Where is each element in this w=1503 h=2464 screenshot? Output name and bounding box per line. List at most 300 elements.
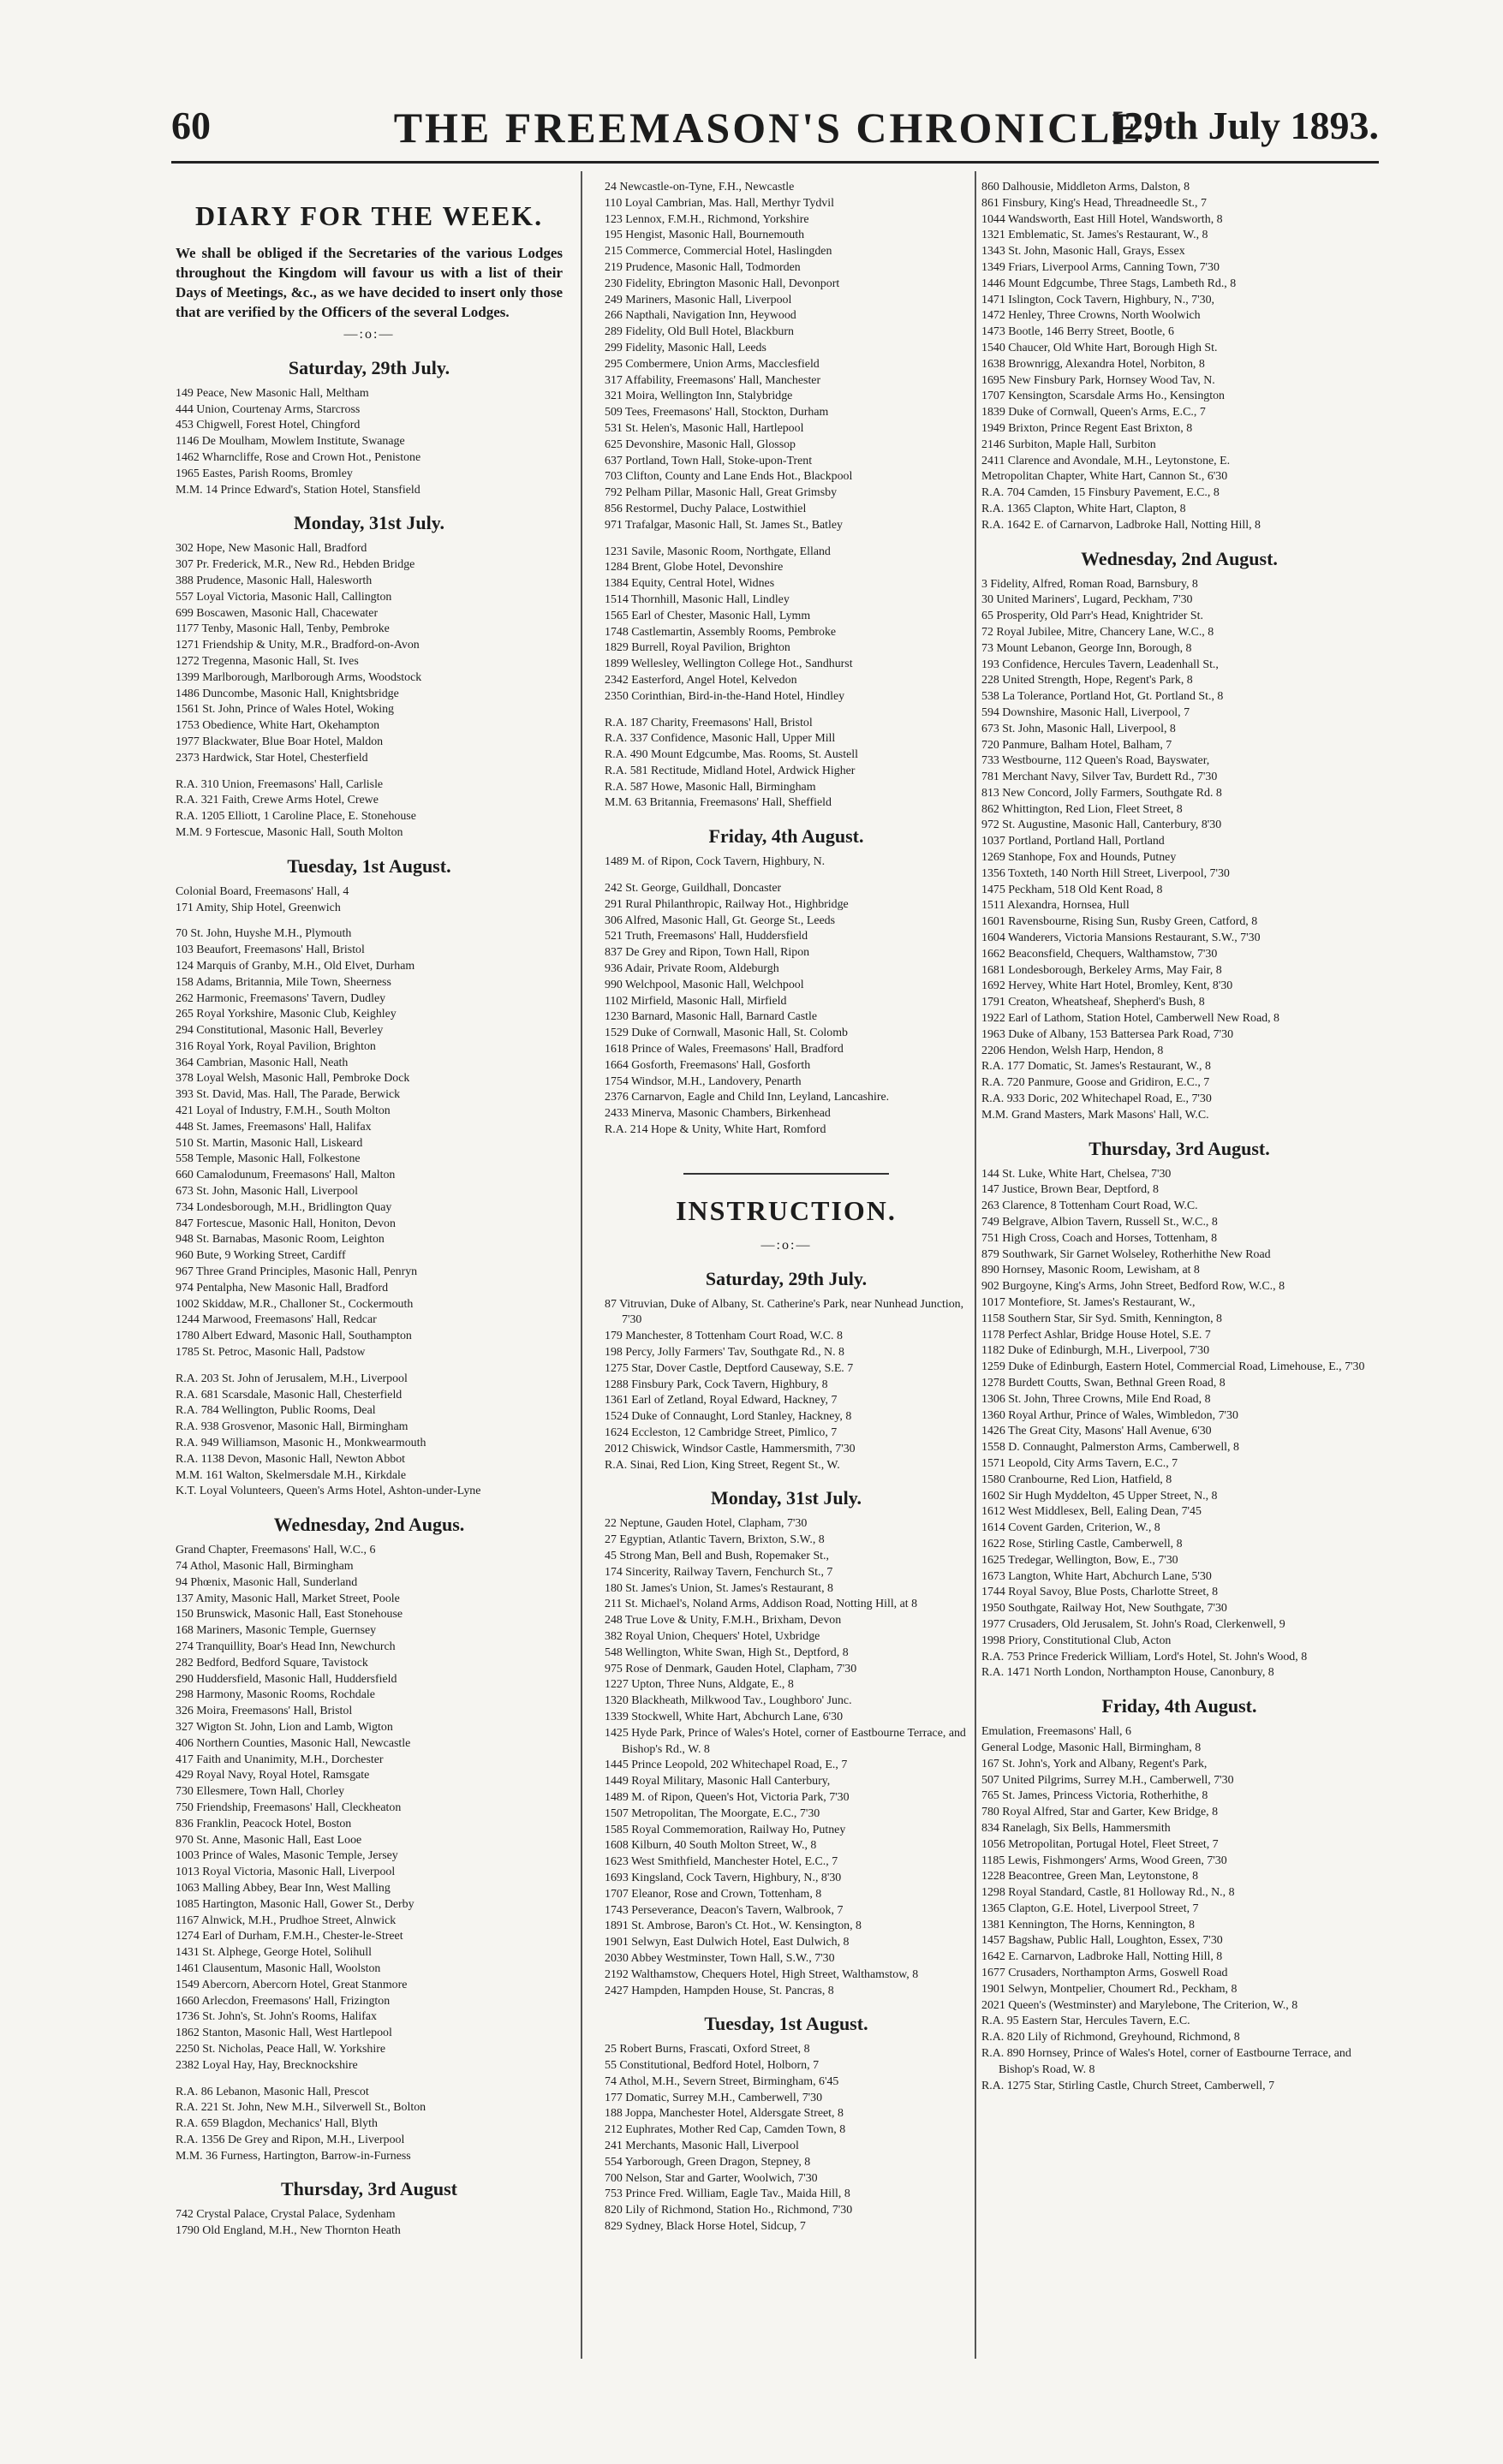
lodge-entry: R.A. 1356 De Grey and Ripon, M.H., Liverpool bbox=[176, 2133, 405, 2146]
lodge-entry: 302 Hope, New Masonic Hall, Bradford bbox=[176, 542, 367, 556]
lodge-entry: 306 Alfred, Masonic Hall, Gt. George St., Leeds bbox=[605, 914, 836, 927]
lodge-entry: 1580 Cranbourne, Red Lion, Hatfield, 8 bbox=[981, 1473, 1172, 1486]
day-heading: Friday, 4th August. bbox=[708, 825, 864, 848]
column-2 bbox=[586, 180, 968, 2235]
lodge-entry: 1549 Abercorn, Abercorn Hotel, Great Stanmore bbox=[176, 1978, 408, 1991]
lodge-entry: R.A. 95 Eastern Star, Hercules Tavern, E.C. bbox=[981, 2015, 1190, 2028]
lodge-entry: 1349 Friars, Liverpool Arms, Canning Town, 7'30 bbox=[981, 260, 1220, 274]
lodge-entry: 1431 St. Alphege, George Hotel, Solihull bbox=[176, 1946, 372, 1960]
lodge-entry: 972 St. Augustine, Masonic Hall, Canterbury, 8'30 bbox=[981, 818, 1222, 832]
lodge-entry: 1950 Southgate, Railway Hot, New Southgate, 7'30 bbox=[981, 1602, 1227, 1616]
lodge-entry: 1284 Brent, Globe Hotel, Devonshire bbox=[605, 561, 784, 574]
lodge-entry: 22 Neptune, Gauden Hotel, Clapham, 7'30 bbox=[605, 1517, 808, 1531]
lodge-entry: 45 Strong Man, Bell and Bush, Ropemaker St., bbox=[605, 1549, 829, 1562]
lodge-entry: 879 Southwark, Sir Garnet Wolseley, Rotherhithe New Road bbox=[981, 1247, 1271, 1261]
lodge-entry: 103 Beaufort, Freemasons' Hall, Bristol bbox=[176, 943, 365, 957]
lodge-entry: M.M. Grand Masters, Mark Masons' Hall, W.C. bbox=[981, 1108, 1209, 1122]
spacer bbox=[176, 2074, 563, 2085]
lodge-entry: 538 La Tolerance, Portland Hot, Gt. Portland St., 8 bbox=[981, 690, 1224, 704]
lodge-entry: 1524 Duke of Connaught, Lord Stanley, Hackney, 8 bbox=[605, 1410, 852, 1424]
column-divider bbox=[581, 171, 582, 2359]
lodge-entry: 749 Belgrave, Albion Tavern, Russell St., W.C., 8 bbox=[981, 1216, 1218, 1229]
lodge-entry: 765 St. James, Princess Victoria, Rotherhithe, 8 bbox=[981, 1789, 1208, 1803]
lodge-entry: 1489 M. of Ripon, Cock Tavern, Highbury, N. bbox=[605, 855, 826, 869]
lodge-entry: 1561 St. John, Prince of Wales Hotel, Woking bbox=[176, 703, 394, 717]
lodge-entry: 1360 Royal Arthur, Prince of Wales, Wimbledon, 7'30 bbox=[981, 1408, 1238, 1422]
lodge-entry: 1743 Perseverance, Deacon's Tavern, Walbrook, 7 bbox=[605, 1903, 844, 1917]
lodge-entry: 1269 Stanhope, Fox and Hounds, Putney bbox=[981, 851, 1177, 865]
lodge-entry: R.A. 890 Hornsey, Prince of Wales's Hotel, corner of Eastbourne Terrace, and Bishop's Road, W. 8 bbox=[981, 2047, 1351, 2076]
lodge-entry: 3 Fidelity, Alfred, Roman Road, Barnsbury, 8 bbox=[981, 577, 1198, 591]
lodge-entry: 862 Whittington, Red Lion, Fleet Street, 8 bbox=[981, 802, 1183, 816]
lodge-entry: 1227 Upton, Three Nuns, Aldgate, E., 8 bbox=[605, 1678, 794, 1692]
lodge-entry: 975 Rose of Denmark, Gauden Hotel, Clapham, 7'30 bbox=[605, 1662, 857, 1675]
lodge-entry: 1514 Thornhill, Masonic Hall, Lindley bbox=[605, 592, 790, 606]
lodge-entry: 734 Londesborough, M.H., Bridlington Quay bbox=[176, 1200, 392, 1214]
lodge-entry: 1965 Eastes, Parish Rooms, Bromley bbox=[176, 467, 353, 480]
lodge-entry: 836 Franklin, Peacock Hotel, Boston bbox=[176, 1817, 352, 1830]
lodge-entry: 393 St. David, Mas. Hall, The Parade, Berwick bbox=[176, 1088, 401, 1102]
lodge-entry: 364 Cambrian, Masonic Hall, Neath bbox=[176, 1056, 349, 1069]
lodge-entry: 1695 New Finsbury Park, Hornsey Wood Tav, N. bbox=[981, 373, 1215, 387]
lodge-entry: 1707 Eleanor, Rose and Crown, Tottenham, 8 bbox=[605, 1887, 822, 1901]
lodge-entry: M.M. 9 Fortescue, Masonic Hall, South Molton bbox=[176, 825, 403, 839]
lodge-entry: 1320 Blackheath, Milkwood Tav., Loughboro' Junc. bbox=[605, 1694, 852, 1708]
lodge-entry: 2192 Walthamstow, Chequers Hotel, High Street, Walthamstow, 8 bbox=[605, 1967, 919, 1981]
lodge-entry: 557 Loyal Victoria, Masonic Hall, Callington bbox=[176, 590, 392, 604]
lodge-entry: Metropolitan Chapter, White Hart, Cannon St., 6'30 bbox=[981, 470, 1228, 484]
ornament: —:o:— bbox=[760, 1237, 812, 1253]
day-heading: Wednesday, 2nd August. bbox=[1081, 547, 1278, 569]
lodge-entry: 266 Napthali, Navigation Inn, Heywood bbox=[605, 309, 796, 323]
lodge-entry: 74 Athol, M.H., Severn Street, Birmingham, 6'45 bbox=[605, 2074, 839, 2088]
lodge-entry: 1901 Selwyn, East Dulwich Hotel, East Dulwich, 8 bbox=[605, 1936, 850, 1949]
lodge-entry: 509 Tees, Freemasons' Hall, Stockton, Durham bbox=[605, 406, 829, 420]
lodge-entry: 1949 Brixton, Prince Regent East Brixton, 8 bbox=[981, 421, 1193, 435]
masthead-title: THE FREEMASON'S CHRONICLE. bbox=[393, 104, 1157, 152]
lodge-entry: 27 Egyptian, Atlantic Tavern, Brixton, S.W., 8 bbox=[605, 1533, 825, 1547]
lodge-entry: 230 Fidelity, Ebrington Masonic Hall, Devonport bbox=[605, 277, 840, 290]
spacer bbox=[605, 705, 968, 716]
lodge-entry: 673 St. John, Masonic Hall, Liverpool bbox=[176, 1185, 358, 1199]
lodge-entry: 1102 Mirfield, Masonic Hall, Mirfield bbox=[605, 994, 787, 1008]
lodge-entry: R.A. 681 Scarsdale, Masonic Hall, Chesterfield bbox=[176, 1388, 403, 1402]
lodge-entry: R.A. 203 St. John of Jerusalem, M.H., Liverpool bbox=[176, 1372, 408, 1385]
lodge-entry: 70 St. John, Huyshe M.H., Plymouth bbox=[176, 927, 352, 941]
lodge-entry: 1230 Barnard, Masonic Hall, Barnard Castle bbox=[605, 1010, 818, 1024]
lodge-entry: 1753 Obedience, White Hart, Okehampton bbox=[176, 719, 380, 733]
lodge-entry: 1002 Skiddaw, M.R., Challoner St., Cockermouth bbox=[176, 1297, 414, 1311]
lodge-entry: 147 Justice, Brown Bear, Deptford, 8 bbox=[981, 1183, 1159, 1197]
lodge-entry: 179 Manchester, 8 Tottenham Court Road, W.C. 8 bbox=[605, 1330, 843, 1343]
lodge-entry: 1446 Mount Edgcumbe, Three Stags, Lambeth Rd., 8 bbox=[981, 277, 1237, 290]
lodge-entry: 1998 Priory, Constitutional Club, Acton bbox=[981, 1634, 1172, 1647]
lodge-entry: M.M. 14 Prince Edward's, Station Hotel, Stansfield bbox=[176, 483, 420, 497]
lodge-entry: 265 Royal Yorkshire, Masonic Club, Keighley bbox=[176, 1008, 397, 1021]
lodge-entry: 228 United Strength, Hope, Regent's Park, 8 bbox=[981, 674, 1193, 687]
lodge-entry: 2146 Surbiton, Maple Hall, Surbiton bbox=[981, 437, 1156, 451]
lodge-entry: 1361 Earl of Zetland, Royal Edward, Hackney, 7 bbox=[605, 1394, 838, 1408]
lodge-entry: 1614 Covent Garden, Criterion, W., 8 bbox=[981, 1521, 1160, 1535]
diary-sections bbox=[981, 180, 1377, 2094]
lodge-entry: M.M. 63 Britannia, Freemasons' Hall, Sheffield bbox=[605, 796, 832, 810]
lodge-entry: 753 Prince Fred. William, Eagle Tav., Maida Hill, 8 bbox=[605, 2187, 850, 2201]
lodge-entry: 158 Adams, Britannia, Mile Town, Sheerness bbox=[176, 975, 391, 989]
lodge-entry: 282 Bedford, Bedford Square, Tavistock bbox=[176, 1656, 368, 1669]
lodge-entry: 1462 Wharncliffe, Rose and Crown Hot., Penistone bbox=[176, 450, 421, 464]
lodge-entry: 1638 Brownrigg, Alexandra Hotel, Norbiton, 8 bbox=[981, 357, 1205, 371]
lodge-entry: 262 Harmonic, Freemasons' Tavern, Dudley bbox=[176, 991, 386, 1005]
lodge-entry: 1449 Royal Military, Masonic Hall Canterbury, bbox=[605, 1775, 831, 1788]
lodge-entry: 2427 Hampden, Hampden House, St. Pancras, 8 bbox=[605, 1984, 834, 1997]
day-heading: Thursday, 3rd August. bbox=[1088, 1137, 1270, 1159]
lodge-entry: 150 Brunswick, Masonic Hall, East Stonehouse bbox=[176, 1608, 403, 1622]
lodge-entry: 1475 Peckham, 518 Old Kent Road, 8 bbox=[981, 883, 1163, 896]
spacer bbox=[176, 767, 563, 777]
instruction-title: INSTRUCTION. bbox=[676, 1194, 897, 1226]
diary-intro: We shall be obliged if the Secretaries of the various Lodges throughout the Kingdom will favour us with a list of their Days of Meetings, &c., as we have decided to insert only those that are verified by the Officers of the several Lodges. bbox=[176, 245, 563, 320]
lodge-entry: 74 Athol, Masonic Hall, Birmingham bbox=[176, 1560, 354, 1573]
lodge-entry: 792 Pelham Pillar, Masonic Hall, Great Grimsby bbox=[605, 486, 838, 500]
diary-sections bbox=[176, 357, 563, 2240]
lodge-entry: 521 Truth, Freemasons' Hall, Huddersfield bbox=[605, 930, 808, 943]
lodge-entry: 1486 Duncombe, Masonic Hall, Knightsbridge bbox=[176, 687, 399, 700]
lodge-entry: R.A. 187 Charity, Freemasons' Hall, Bristol bbox=[605, 716, 813, 729]
lodge-entry: General Lodge, Masonic Hall, Birmingham, 8 bbox=[981, 1741, 1202, 1754]
lodge-entry: 1085 Hartington, Masonic Hall, Gower St., Derby bbox=[176, 1897, 415, 1911]
lodge-entry: 1298 Royal Standard, Castle, 81 Holloway Rd., N., 8 bbox=[981, 1886, 1235, 1900]
lodge-entry: 307 Pr. Frederick, M.R., New Rd., Hebden Bridge bbox=[176, 558, 415, 572]
lodge-entry: 860 Dalhousie, Middleton Arms, Dalston, 8 bbox=[981, 181, 1190, 193]
lodge-entry: R.A. 1275 Star, Stirling Castle, Church Street, Camberwell, 7 bbox=[981, 2079, 1275, 2092]
lodge-entry: 248 True Love & Unity, F.M.H., Brixham, Devon bbox=[605, 1614, 842, 1628]
lodge-entry: R.A. 490 Mount Edgcumbe, Mas. Rooms, St. Austell bbox=[605, 748, 858, 762]
lodge-entry: 820 Lily of Richmond, Station Ho., Richmond, 7'30 bbox=[605, 2204, 853, 2217]
lodge-entry: 1977 Blackwater, Blue Boar Hotel, Maldon bbox=[176, 735, 384, 748]
lodge-entry: 1182 Duke of Edinburgh, M.H., Liverpool, 7'30 bbox=[981, 1344, 1210, 1358]
lodge-entry: 417 Faith and Unanimity, M.H., Dorchester bbox=[176, 1753, 384, 1766]
lodge-entry: 1288 Finsbury Park, Cock Tavern, Highbury, 8 bbox=[605, 1378, 828, 1391]
lodge-entry: 1664 Gosforth, Freemasons' Hall, Gosforth bbox=[605, 1058, 811, 1072]
lodge-entry: 188 Joppa, Manchester Hotel, Aldersgate Street, 8 bbox=[605, 2107, 844, 2121]
lodge-entry: 290 Huddersfield, Masonic Hall, Huddersfield bbox=[176, 1672, 397, 1686]
diary-sections bbox=[605, 180, 968, 1139]
lodge-entry: 1356 Toxteth, 140 North Hill Street, Liverpool, 7'30 bbox=[981, 866, 1230, 880]
lodge-entry: 2342 Easterford, Angel Hotel, Kelvedon bbox=[605, 673, 797, 687]
lodge-entry: 990 Welchpool, Masonic Hall, Welchpool bbox=[605, 978, 804, 991]
lodge-entry: 1306 St. John, Three Crowns, Mile End Road, 8 bbox=[981, 1392, 1211, 1406]
lodge-entry: 1977 Crusaders, Old Jerusalem, St. John's Road, Clerkenwell, 9 bbox=[981, 1617, 1285, 1631]
lodge-entry: 1177 Tenby, Masonic Hall, Tenby, Pembroke bbox=[176, 622, 390, 636]
lodge-entry: 1003 Prince of Wales, Masonic Temple, Jersey bbox=[176, 1849, 398, 1863]
lodge-entry: 1780 Albert Edward, Masonic Hall, Southampton bbox=[176, 1330, 412, 1343]
lodge-entry: 1681 Londesborough, Berkeley Arms, May Fair, 8 bbox=[981, 963, 1222, 977]
lodge-entry: 1384 Equity, Central Hotel, Widnes bbox=[605, 577, 775, 591]
lodge-entry: 25 Robert Burns, Frascati, Oxford Street, 8 bbox=[605, 2043, 810, 2056]
lodge-entry: 167 St. John's, York and Albany, Regent's Park, bbox=[981, 1757, 1208, 1771]
instruction-sections bbox=[605, 1268, 968, 2235]
lodge-entry: 2373 Hardwick, Star Hotel, Chesterfield bbox=[176, 751, 368, 765]
lodge-entry: 2206 Hendon, Welsh Harp, Hendon, 8 bbox=[981, 1044, 1164, 1057]
lodge-entry: 1013 Royal Victoria, Masonic Hall, Liverpool bbox=[176, 1866, 396, 1879]
lodge-entry: R.A. 221 St. John, New M.H., Silverwell St., Bolton bbox=[176, 2101, 426, 2115]
lodge-entry: 554 Yarborough, Green Dragon, Stepney, 8 bbox=[605, 2155, 811, 2169]
lodge-entry: 1274 Earl of Durham, F.M.H., Chester-le-Street bbox=[176, 1930, 403, 1943]
lodge-entry: R.A. 659 Blagdon, Mechanics' Hall, Blyth bbox=[176, 2117, 378, 2131]
lodge-entry: 1529 Duke of Cornwall, Masonic Hall, St. Colomb bbox=[605, 1027, 848, 1040]
lodge-entry: 94 Phœnix, Masonic Hall, Sunderland bbox=[176, 1575, 358, 1589]
page-number: 60 bbox=[171, 104, 211, 147]
lodge-entry: 1365 Clapton, G.E. Hotel, Liverpool Street, 7 bbox=[981, 1902, 1199, 1915]
lodge-entry: 971 Trafalgar, Masonic Hall, St. James St., Batley bbox=[605, 518, 844, 532]
lodge-entry: K.T. Loyal Volunteers, Queen's Arms Hotel, Ashton-under-Lyne bbox=[176, 1485, 481, 1498]
lodge-entry: 316 Royal York, Royal Pavilion, Brighton bbox=[176, 1039, 376, 1053]
lodge-entry: 2376 Carnarvon, Eagle and Child Inn, Leyland, Lancashire. bbox=[605, 1091, 890, 1104]
lodge-entry: 1618 Prince of Wales, Freemasons' Hall, Bradford bbox=[605, 1043, 844, 1056]
lodge-entry: 856 Restormel, Duchy Palace, Lostwithiel bbox=[605, 502, 807, 515]
section-rule bbox=[683, 1173, 889, 1175]
lodge-entry: 720 Panmure, Balham Hotel, Balham, 7 bbox=[981, 738, 1172, 752]
lodge-entry: 193 Confidence, Hercules Tavern, Leadenhall St., bbox=[981, 658, 1219, 671]
lodge-entry: 1660 Arlecdon, Freemasons' Hall, Frizington bbox=[176, 1994, 391, 2008]
lodge-entry: 1785 St. Petroc, Masonic Hall, Padstow bbox=[176, 1346, 366, 1360]
lodge-entry: R.A. 720 Panmure, Goose and Gridiron, E.C., 7 bbox=[981, 1076, 1210, 1090]
lodge-entry: 453 Chigwell, Forest Hotel, Chingford bbox=[176, 419, 361, 432]
day-heading: Saturday, 29th July. bbox=[288, 356, 450, 378]
lodge-entry: 742 Crystal Palace, Crystal Palace, Sydenham bbox=[176, 2208, 396, 2222]
column-1 bbox=[176, 180, 563, 2240]
lodge-entry: 177 Domatic, Surrey M.H., Camberwell, 7'30 bbox=[605, 2091, 823, 2104]
lodge-entry: R.A. 933 Doric, 202 Whitechapel Road, E., 7'30 bbox=[981, 1092, 1212, 1106]
lodge-entry: 291 Rural Philanthropic, Railway Hot., Highbridge bbox=[605, 897, 849, 911]
lodge-entry: 1622 Rose, Stirling Castle, Camberwell, 8 bbox=[981, 1537, 1183, 1550]
lodge-entry: 124 Marquis of Granby, M.H., Old Elvet, Durham bbox=[176, 959, 415, 973]
lodge-entry: 211 St. Michael's, Noland Arms, Addison Road, Notting Hill, at 8 bbox=[605, 1598, 918, 1611]
header-rule bbox=[171, 161, 1379, 164]
lodge-entry: 847 Fortescue, Masonic Hall, Honiton, Devon bbox=[176, 1217, 396, 1230]
day-heading: Monday, 31st July. bbox=[293, 512, 445, 534]
lodge-entry: 1339 Stockwell, White Hart, Abchurch Lane, 6'30 bbox=[605, 1710, 844, 1723]
lodge-entry: 174 Sincerity, Railway Tavern, Fenchurch St., 7 bbox=[605, 1565, 833, 1579]
spacer bbox=[605, 534, 968, 545]
lodge-entry: 1044 Wandsworth, East Hill Hotel, Wandsworth, 8 bbox=[981, 212, 1223, 226]
lodge-entry: 1472 Henley, Three Crowns, North Woolwich bbox=[981, 309, 1201, 323]
lodge-entry: 1272 Tregenna, Masonic Hall, St. Ives bbox=[176, 654, 359, 668]
lodge-entry: 1321 Emblematic, St. James's Restaurant, W., 8 bbox=[981, 229, 1208, 242]
lodge-entry: R.A. 581 Rectitude, Midland Hotel, Ardwick Higher bbox=[605, 764, 856, 777]
lodge-entry: 149 Peace, New Masonic Hall, Meltham bbox=[176, 386, 369, 400]
lodge-entry: 198 Percy, Jolly Farmers' Tav, Southgate Rd., N. 8 bbox=[605, 1346, 844, 1360]
lodge-entry: 837 De Grey and Ripon, Town Hall, Ripon bbox=[605, 946, 810, 960]
lodge-entry: R.A. 337 Confidence, Masonic Hall, Upper Mill bbox=[605, 732, 836, 746]
lodge-entry: 1231 Savile, Masonic Room, Northgate, Elland bbox=[605, 545, 831, 558]
lodge-entry: 2411 Clarence and Avondale, M.H., Leytonstone, E. bbox=[981, 454, 1231, 467]
lodge-entry: 1056 Metropolitan, Portugal Hotel, Fleet Street, 7 bbox=[981, 1837, 1219, 1851]
lodge-entry: 249 Mariners, Masonic Hall, Liverpool bbox=[605, 293, 792, 307]
lodge-entry: R.A. 949 Williamson, Masonic H., Monkwearmouth bbox=[176, 1437, 426, 1450]
lodge-entry: 195 Hengist, Masonic Hall, Bournemouth bbox=[605, 229, 805, 242]
lodge-entry: 1754 Windsor, M.H., Landovery, Penarth bbox=[605, 1074, 802, 1088]
lodge-entry: Grand Chapter, Freemasons' Hall, W.C., 6 bbox=[176, 1544, 376, 1557]
lodge-entry: 861 Finsbury, King's Head, Threadneedle St., 7 bbox=[981, 196, 1207, 210]
lodge-entry: 1244 Marwood, Freemasons' Hall, Redcar bbox=[176, 1313, 377, 1327]
lodge-entry: 326 Moira, Freemasons' Hall, Bristol bbox=[176, 1705, 353, 1718]
lodge-entry: 295 Combermere, Union Arms, Macclesfield bbox=[605, 357, 820, 371]
lodge-entry: 1185 Lewis, Fishmongers' Arms, Wood Green, 7'30 bbox=[981, 1854, 1227, 1867]
lodge-entry: 123 Lennox, F.M.H., Richmond, Yorkshire bbox=[605, 212, 809, 226]
lodge-entry: 781 Merchant Navy, Silver Tav, Burdett Rd., 7'30 bbox=[981, 771, 1218, 784]
lodge-entry: 321 Moira, Wellington Inn, Stalybridge bbox=[605, 390, 793, 403]
lodge-entry: 673 St. John, Masonic Hall, Liverpool, 8 bbox=[981, 722, 1176, 735]
lodge-entry: 406 Northern Counties, Masonic Hall, Newcastle bbox=[176, 1736, 411, 1750]
lodge-entry: R.A. 321 Faith, Crewe Arms Hotel, Crewe bbox=[176, 794, 379, 807]
lodge-entry: 30 United Mariners', Lugard, Peckham, 7'30 bbox=[981, 593, 1193, 607]
day-heading: Tuesday, 1st August. bbox=[704, 2013, 868, 2035]
lodge-entry: 1677 Crusaders, Northampton Arms, Goswell Road bbox=[981, 1967, 1228, 1980]
lodge-entry: 1692 Hervey, White Hart Hotel, Bromley, Kent, 8'30 bbox=[981, 979, 1233, 993]
lodge-entry: 1445 Prince Leopold, 202 Whitechapel Road, E., 7 bbox=[605, 1759, 848, 1772]
lodge-entry: 1862 Stanton, Masonic Hall, West Hartlepool bbox=[176, 2027, 392, 2040]
day-heading: Monday, 31st July. bbox=[710, 1487, 862, 1509]
lodge-entry: 1673 Langton, White Hart, Abchurch Lane, 5'30 bbox=[981, 1569, 1212, 1583]
diary-title: DIARY FOR THE WEEK. bbox=[194, 200, 544, 231]
lodge-entry: M.M. 161 Walton, Skelmersdale M.H., Kirkdale bbox=[176, 1468, 407, 1482]
lodge-entry: 625 Devonshire, Masonic Hall, Glossop bbox=[605, 437, 796, 451]
lodge-entry: 558 Temple, Masonic Hall, Folkestone bbox=[176, 1152, 361, 1166]
lodge-entry: 1017 Montefiore, St. James's Restaurant, W., bbox=[981, 1296, 1196, 1309]
lodge-entry: 970 St. Anne, Masonic Hall, East Looe bbox=[176, 1833, 362, 1847]
lodge-entry: 960 Bute, 9 Working Street, Cardiff bbox=[176, 1249, 346, 1263]
lodge-entry: 750 Friendship, Freemasons' Hall, Cleckheaton bbox=[176, 1800, 402, 1814]
lodge-entry: 1399 Marlborough, Marlborough Arms, Woodstock bbox=[176, 670, 422, 684]
lodge-entry: 1473 Bootle, 146 Berry Street, Bootle, 6 bbox=[981, 325, 1174, 339]
lodge-entry: 507 United Pilgrims, Surrey M.H., Camberwell, 7'30 bbox=[981, 1773, 1234, 1787]
lodge-entry: 73 Mount Lebanon, George Inn, Borough, 8 bbox=[981, 641, 1192, 655]
lodge-entry: R.A. 938 Grosvenor, Masonic Hall, Birmingham bbox=[176, 1420, 409, 1434]
lodge-entry: 1063 Malling Abbey, Bear Inn, West Malling bbox=[176, 1881, 391, 1895]
lodge-entry: 751 High Cross, Coach and Horses, Tottenham, 8 bbox=[981, 1231, 1218, 1245]
lodge-entry: 1585 Royal Commemoration, Railway Ho, Putney bbox=[605, 1823, 846, 1836]
lodge-entry: 700 Nelson, Star and Garter, Woolwich, 7'30 bbox=[605, 2171, 818, 2185]
lodge-entry: 2350 Corinthian, Bird-in-the-Hand Hotel, Hindley bbox=[605, 689, 845, 703]
lodge-entry: 1158 Southern Star, Sir Syd. Smith, Kennington, 8 bbox=[981, 1312, 1222, 1325]
lodge-entry: Emulation, Freemasons' Hall, 6 bbox=[981, 1725, 1131, 1739]
lodge-entry: 733 Westbourne, 112 Queen's Road, Bayswater, bbox=[981, 754, 1210, 768]
lodge-entry: 1565 Earl of Chester, Masonic Hall, Lymm bbox=[605, 609, 811, 622]
lodge-entry: 110 Loyal Cambrian, Mas. Hall, Merthyr Tydvil bbox=[605, 196, 834, 210]
lodge-entry: 780 Royal Alfred, Star and Garter, Kew Bridge, 8 bbox=[981, 1806, 1219, 1819]
lodge-entry: 55 Constitutional, Bedford Hotel, Holborn, 7 bbox=[605, 2059, 820, 2073]
lodge-entry: 1744 Royal Savoy, Blue Posts, Charlotte Street, 8 bbox=[981, 1586, 1219, 1599]
lodge-entry: 137 Amity, Masonic Hall, Market Street, Poole bbox=[176, 1592, 400, 1605]
lodge-entry: 1693 Kingsland, Cock Tavern, Highbury, N., 8'30 bbox=[605, 1871, 842, 1884]
lodge-entry: 2250 St. Nicholas, Peace Hall, W. Yorkshire bbox=[176, 2042, 385, 2056]
lodge-entry: 703 Clifton, County and Lane Ends Hot., Blackpool bbox=[605, 470, 853, 484]
lodge-entry: 1604 Wanderers, Victoria Mansions Restaurant, S.W., 7'30 bbox=[981, 931, 1261, 945]
lodge-entry: 1275 Star, Dover Castle, Deptford Causeway, S.E. 7 bbox=[605, 1361, 854, 1375]
lodge-entry: 974 Pentalpha, New Masonic Hall, Bradford bbox=[176, 1281, 389, 1294]
lodge-entry: 1624 Eccleston, 12 Cambridge Street, Pimlico, 7 bbox=[605, 1426, 838, 1439]
lodge-entry: R.A. 177 Domatic, St. James's Restaurant, W., 8 bbox=[981, 1060, 1211, 1074]
lodge-entry: 263 Clarence, 8 Tottenham Court Road, W.C. bbox=[981, 1199, 1198, 1213]
lodge-entry: 548 Wellington, White Swan, High St., Deptford, 8 bbox=[605, 1646, 849, 1659]
lodge-entry: 180 St. James's Union, St. James's Restaurant, 8 bbox=[605, 1581, 833, 1595]
day-heading: Thursday, 3rd August bbox=[280, 2178, 458, 2200]
lodge-entry: R.A. 587 Howe, Masonic Hall, Birmingham bbox=[605, 780, 816, 794]
lodge-entry: 219 Prudence, Masonic Hall, Todmorden bbox=[605, 260, 801, 274]
issue-date: [29th July 1893. bbox=[1110, 104, 1379, 147]
lodge-entry: R.A. 86 Lebanon, Masonic Hall, Prescot bbox=[176, 2085, 369, 2098]
lodge-entry: 1891 St. Ambrose, Baron's Ct. Hot., W. Kensington, 8 bbox=[605, 1919, 862, 1933]
lodge-entry: R.A. 1471 North London, Northampton House, Canonbury, 8 bbox=[981, 1666, 1274, 1680]
lodge-entry: 1278 Burdett Coutts, Swan, Bethnal Green Road, 8 bbox=[981, 1376, 1226, 1390]
lodge-entry: 531 St. Helen's, Masonic Hall, Hartlepool bbox=[605, 421, 804, 435]
lodge-entry: 24 Newcastle-on-Tyne, F.H., Newcastle bbox=[605, 181, 795, 193]
lodge-entry: 1457 Bagshaw, Public Hall, Loughton, Essex, 7'30 bbox=[981, 1934, 1223, 1948]
lodge-entry: 429 Royal Navy, Royal Hotel, Ramsgate bbox=[176, 1769, 370, 1783]
lodge-entry: 1748 Castlemartin, Assembly Rooms, Pembroke bbox=[605, 625, 837, 639]
lodge-entry: 1612 West Middlesex, Bell, Ealing Dean, 7'45 bbox=[981, 1505, 1202, 1519]
column-divider bbox=[975, 171, 976, 2359]
lodge-entry: 212 Euphrates, Mother Red Cap, Camden Town, 8 bbox=[605, 2123, 846, 2137]
lodge-entry: 948 St. Barnabas, Masonic Room, Leighton bbox=[176, 1233, 385, 1247]
lodge-entry: 1558 D. Connaught, Palmerston Arms, Camberwell, 8 bbox=[981, 1441, 1239, 1455]
lodge-entry: 1425 Hyde Park, Prince of Wales's Hotel, corner of Eastbourne Terrace, and Bishop's Rd., W. 8 bbox=[605, 1726, 966, 1756]
lodge-entry: 215 Commerce, Commercial Hotel, Haslingden bbox=[605, 245, 832, 259]
lodge-entry: 241 Merchants, Masonic Hall, Liverpool bbox=[605, 2140, 799, 2153]
lodge-entry: M.M. 36 Furness, Hartington, Barrow-in-Furness bbox=[176, 2149, 411, 2163]
lodge-entry: 1146 De Moulham, Mowlem Institute, Swanage bbox=[176, 435, 405, 449]
lodge-entry: 242 St. George, Guildhall, Doncaster bbox=[605, 882, 782, 896]
lodge-entry: 1167 Alnwick, M.H., Prudhoe Street, Alnwick bbox=[176, 1913, 397, 1927]
lodge-entry: 168 Mariners, Masonic Temple, Guernsey bbox=[176, 1624, 377, 1638]
lodge-entry: 1839 Duke of Cornwall, Queen's Arms, E.C., 7 bbox=[981, 406, 1206, 420]
lodge-entry: 1037 Portland, Portland Hall, Portland bbox=[981, 835, 1165, 848]
column-3 bbox=[981, 180, 1377, 2094]
lodge-entry: 699 Boscawen, Masonic Hall, Chacewater bbox=[176, 606, 379, 620]
lodge-entry: 1259 Duke of Edinburgh, Eastern Hotel, Commercial Road, Limehouse, E., 7'30 bbox=[981, 1360, 1365, 1374]
lodge-entry: 829 Sydney, Black Horse Hotel, Sidcup, 7 bbox=[605, 2220, 806, 2234]
lodge-entry: 2012 Chiswick, Windsor Castle, Hammersmith, 7'30 bbox=[605, 1442, 856, 1455]
day-heading: Saturday, 29th July. bbox=[705, 1267, 868, 1289]
lodge-entry: 1507 Metropolitan, The Moorgate, E.C., 7'30 bbox=[605, 1806, 820, 1820]
lodge-entry: 1829 Burrell, Royal Pavilion, Brighton bbox=[605, 641, 790, 655]
lodge-entry: 171 Amity, Ship Hotel, Greenwich bbox=[176, 901, 341, 914]
lodge-entry: 1602 Sir Hugh Myddelton, 45 Upper Street, N., 8 bbox=[981, 1489, 1218, 1503]
lodge-entry: 1461 Clausentum, Masonic Hall, Woolston bbox=[176, 1961, 381, 1975]
lodge-entry: 1511 Alexandra, Hornsea, Hull bbox=[981, 899, 1130, 913]
lodge-entry: 1623 West Smithfield, Manchester Hotel, E.C., 7 bbox=[605, 1855, 838, 1869]
lodge-entry: R.A. 1642 E. of Carnarvon, Ladbroke Hall, Notting Hill, 8 bbox=[981, 518, 1261, 532]
lodge-entry: 1625 Tredegar, Wellington, Bow, E., 7'30 bbox=[981, 1553, 1178, 1567]
lodge-entry: 2382 Loyal Hay, Hay, Brecknockshire bbox=[176, 2058, 358, 2072]
lodge-entry: R.A. 784 Wellington, Public Rooms, Deal bbox=[176, 1404, 376, 1418]
lodge-entry: 444 Union, Courtenay Arms, Starcross bbox=[176, 402, 361, 416]
lodge-entry: Colonial Board, Freemasons' Hall, 4 bbox=[176, 884, 349, 898]
lodge-entry: 289 Fidelity, Old Bull Hotel, Blackburn bbox=[605, 325, 794, 339]
lodge-entry: 378 Loyal Welsh, Masonic Hall, Pembroke Dock bbox=[176, 1072, 410, 1086]
lodge-entry: 1178 Perfect Ashlar, Bridge House Hotel, S.E. 7 bbox=[981, 1328, 1211, 1342]
lodge-entry: R.A. 1138 Devon, Masonic Hall, Newton Abbot bbox=[176, 1452, 406, 1466]
lodge-entry: 1790 Old England, M.H., New Thornton Heath bbox=[176, 2224, 401, 2238]
lodge-entry: 317 Affability, Freemasons' Hall, Manchester bbox=[605, 373, 821, 387]
lodge-entry: 1791 Creaton, Wheatsheaf, Shepherd's Bush, 8 bbox=[981, 996, 1205, 1009]
lodge-entry: 1899 Wellesley, Wellington College Hot., Sandhurst bbox=[605, 658, 853, 671]
lodge-entry: 637 Portland, Town Hall, Stoke-upon-Trent bbox=[605, 454, 813, 467]
lodge-entry: 1707 Kensington, Scarsdale Arms Ho., Kensington bbox=[981, 390, 1225, 403]
lodge-entry: 1901 Selwyn, Montpelier, Choumert Rd., Peckham, 8 bbox=[981, 1982, 1238, 1996]
lodge-entry: 1381 Kennington, The Horns, Kennington, 8 bbox=[981, 1918, 1195, 1931]
